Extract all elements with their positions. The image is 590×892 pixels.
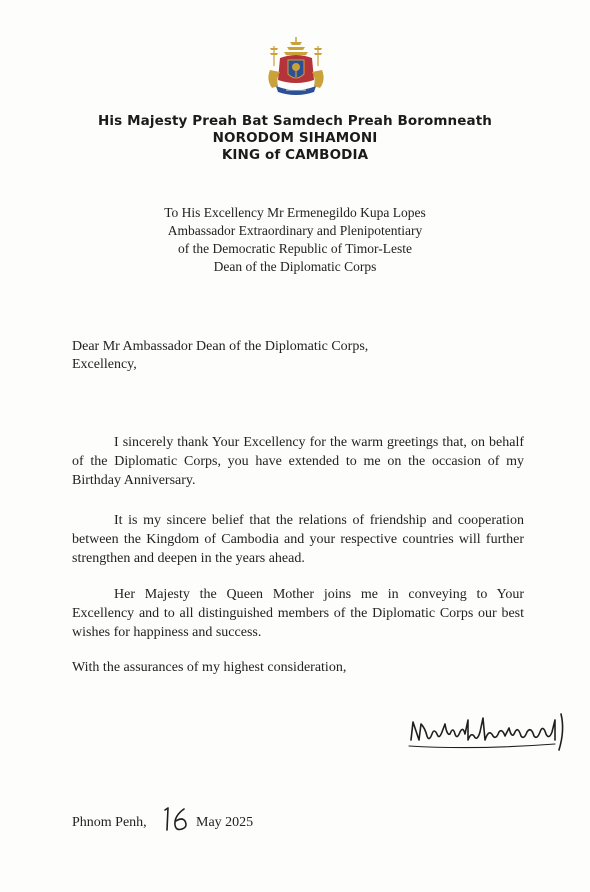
addressee-name: To His Excellency Mr Ermenegildo Kupa Lopes: [164, 205, 426, 220]
sovereign-title: His Majesty Preah Bat Samdech Preah Boromneath: [98, 113, 492, 129]
royal-crest-icon: [262, 36, 330, 100]
body-paragraph-thanks: I sincerely thank Your Excellency for the warm greetings that, on behalf of the Diplomatic Corps, you have extended to me on the occasion of my Birthday Anniversary.: [72, 435, 524, 488]
addressee-title: Ambassador Extraordinary and Plenipotentiary: [167, 223, 423, 238]
handwritten-day: [160, 806, 192, 832]
handwritten-signature: [405, 706, 575, 754]
salutation-honorific: Excellency,: [72, 357, 137, 372]
addressee-country: of the Democratic Republic of Timor-Leste: [177, 241, 413, 256]
sovereign-name: NORODOM SIHAMONI: [212, 130, 378, 146]
letter-place: Phnom Penh,: [72, 815, 147, 830]
addressee-role: Dean of the Diplomatic Corps: [213, 259, 377, 274]
body-paragraph-wishes: Her Majesty the Queen Mother joins me in conveying to Your Excellency and to all distinguished members of the Diplomatic Corps our best wishes for happiness and success.: [72, 587, 524, 640]
letter-month-year: May 2025: [196, 815, 254, 830]
closing-line: With the assurances of my highest consideration,: [72, 660, 347, 675]
body-paragraph-relations: It is my sincere belief that the relations of friendship and cooperation between the Kingdom of Cambodia and your respective countries will further strengthen and deepen in the years ahead.: [72, 513, 524, 566]
salutation-line: Dear Mr Ambassador Dean of the Diplomatic Corps,: [72, 339, 369, 354]
sovereign-office: KING of CAMBODIA: [221, 147, 369, 163]
